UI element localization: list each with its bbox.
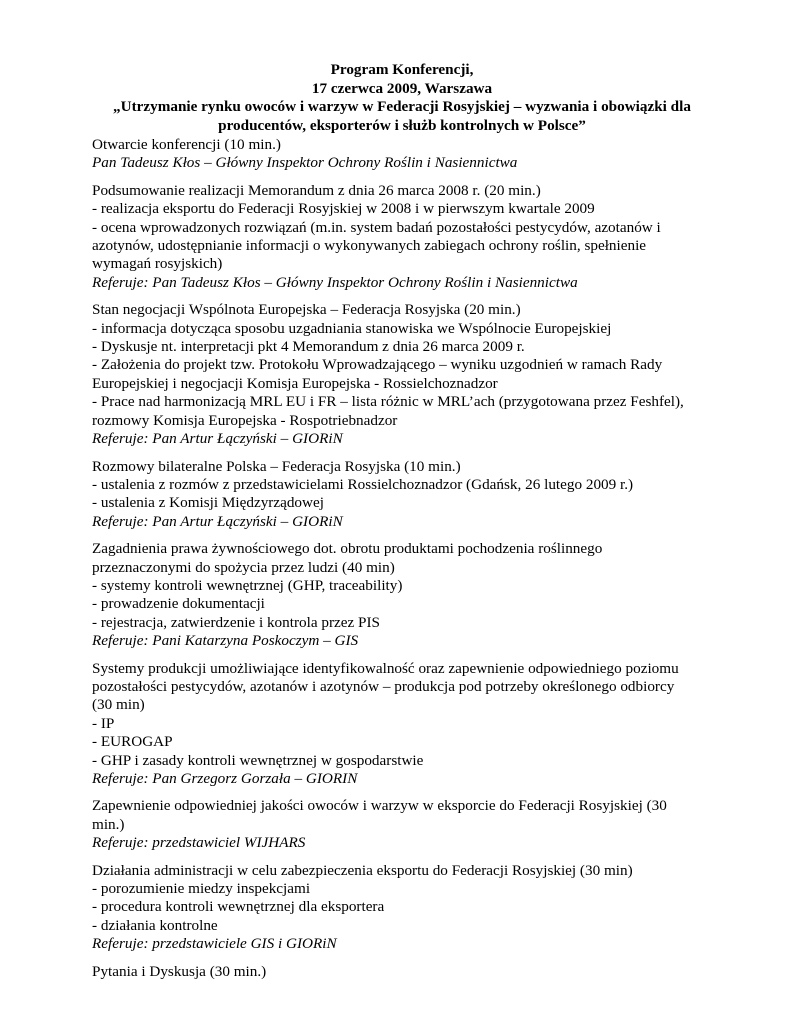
- agenda-item: [92, 301, 712, 448]
- agenda-item: [92, 136, 712, 173]
- agenda-item-point: pozostałości pestycydów, azotanów i azotynów – produkcja pod potrzeby określonego odbiorcy: [92, 677, 675, 695]
- agenda-item-presenter: Referuje: Pan Grzegorz Gorzała – GIORIN: [92, 770, 358, 787]
- agenda-item-title: Otwarcie konferencji (10 min.): [92, 136, 281, 153]
- agenda-item-presenter: Referuje: przedstawiciele GIS i GIORiN: [92, 935, 337, 953]
- agenda-item-presenter: Referuje: Pani Katarzyna Poskoczym – GIS: [92, 632, 359, 650]
- agenda-item-title: Zagadnienia prawa żywnościowego dot. obrotu produktami pochodzenia roślinnego: [92, 540, 603, 558]
- header-topic-line-1: „Utrzymanie rynku owoców i warzyw w Federacji Rosyjskiej – wyzwania i obowiązki dla: [113, 98, 691, 115]
- agenda-item: [92, 660, 712, 789]
- agenda-item-point: - realizacja eksportu do Federacji Rosyjskiej w 2008 i w pierwszym kwartale 2009: [92, 200, 595, 218]
- agenda-item-title: Pytania i Dyskusja (30 min.): [92, 962, 267, 980]
- agenda-item-point: - Prace nad harmonizacją MRL EU i FR – lista różnic w MRL’ach (przygotowana przez Feshfel),: [92, 393, 684, 411]
- agenda-item-point: - IP: [92, 714, 115, 732]
- agenda-item-point: rozmowy Komisja Europejska - Rospotriebnadzor: [92, 411, 398, 429]
- agenda-item: [92, 458, 712, 532]
- agenda-item-point: Europejskiej i negocjacji Komisja Europejska - Rossielchoznadzor: [92, 374, 498, 392]
- agenda-item-point: - ustalenia z Komisji Międzyrządowej: [92, 494, 324, 512]
- agenda-item: [92, 540, 712, 650]
- agenda-item-presenter: Pan Tadeusz Kłos – Główny Inspektor Ochrony Roślin i Nasiennictwa: [92, 154, 518, 172]
- agenda-item-title: Rozmowy bilateralne Polska – Federacja Rosyjska (10 min.): [92, 457, 461, 475]
- agenda-item-point: min.): [92, 815, 125, 833]
- header-title: Program Konferencji,: [330, 61, 474, 78]
- agenda-item: [92, 963, 712, 981]
- agenda-item-point: - Założenia do projekt tzw. Protokołu Wprowadzającego – wyniku uzgodnień w ramach Rady: [92, 356, 663, 374]
- agenda-item-point: - działania kontrolne: [92, 916, 218, 934]
- agenda-item-point: - Dyskusje nt. interpretacji pkt 4 Memorandum z dnia 26 marca 2009 r.: [92, 338, 525, 356]
- agenda-item-presenter: Referuje: Pan Tadeusz Kłos – Główny Inspektor Ochrony Roślin i Nasiennictwa: [92, 273, 578, 291]
- agenda-item-point: - GHP i zasady kontroli wewnętrznej w gospodarstwie: [92, 751, 424, 769]
- agenda-item-title: Zapewnienie odpowiedniej jakości owoców i warzyw w eksporcie do Federacji Rosyjskiej (30: [92, 797, 667, 815]
- agenda-item-presenter: Referuje: Pan Artur Łączyński – GIORiN: [92, 430, 343, 448]
- agenda-item-title: Systemy produkcji umożliwiające identyfikowalność oraz zapewnienie odpowiedniego poziomu: [92, 659, 679, 677]
- agenda-item: [92, 182, 712, 292]
- agenda-item-point: - ustalenia z rozmów z przedstawicielami Rossielchoznadzor (Gdańsk, 26 lutego 2009 r.): [92, 475, 634, 493]
- agenda-item-point: wymagań rosyjskich): [92, 255, 223, 273]
- header-date-location: 17 czerwca 2009, Warszawa: [311, 79, 493, 97]
- agenda-item-point: - rejestracja, zatwierdzenie i kontrola przez PIS: [92, 613, 380, 631]
- agenda-item-point: przeznaczonymi do spożycia przez ludzi (40 min): [92, 558, 395, 576]
- agenda-item-title: Podsumowanie realizacji Memorandum z dnia 26 marca 2008 r. (20 min.): [92, 181, 541, 199]
- agenda-item-point: - systemy kontroli wewnętrznej (GHP, traceability): [92, 576, 403, 594]
- agenda-item-title: Stan negocjacji Wspólnota Europejska – Federacja Rosyjska (20 min.): [92, 301, 521, 319]
- agenda-item: [92, 797, 712, 852]
- agenda-item-point: - informacja dotycząca sposobu uzgadniania stanowiska we Wspólnocie Europejskiej: [92, 319, 612, 337]
- header-topic-line-2: producentów, eksporterów i służb kontrolnych w Polsce”: [218, 116, 586, 134]
- agenda-item-point: (30 min): [92, 696, 145, 714]
- agenda-item-presenter: Referuje: Pan Artur Łączyński – GIORiN: [92, 512, 343, 530]
- agenda-item-presenter: Referuje: przedstawiciel WIJHARS: [92, 834, 306, 852]
- agenda-item-point: azotynów, udostępnianie informacji o wykonywanych zabiegach ochrony roślin, spełnienie: [92, 237, 647, 255]
- agenda-item-point: - prowadzenie dokumentacji: [92, 595, 265, 613]
- agenda-item-point: - ocena wprowadzonych rozwiązań (m.in. system badań pozostałości pestycydów, azotanów i: [92, 218, 661, 236]
- agenda-item-point: - EUROGAP: [92, 733, 173, 751]
- agenda-sections: [92, 136, 712, 981]
- agenda-item-point: - procedura kontroli wewnętrznej dla eksportera: [92, 898, 385, 916]
- agenda-item-point: - porozumienie miedzy inspekcjami: [92, 880, 311, 898]
- agenda-item: [92, 862, 712, 954]
- agenda-item-title: Działania administracji w celu zabezpieczenia eksportu do Federacji Rosyjskiej (30 min): [92, 861, 633, 879]
- program-header: [92, 61, 712, 135]
- document-page: [92, 61, 712, 990]
